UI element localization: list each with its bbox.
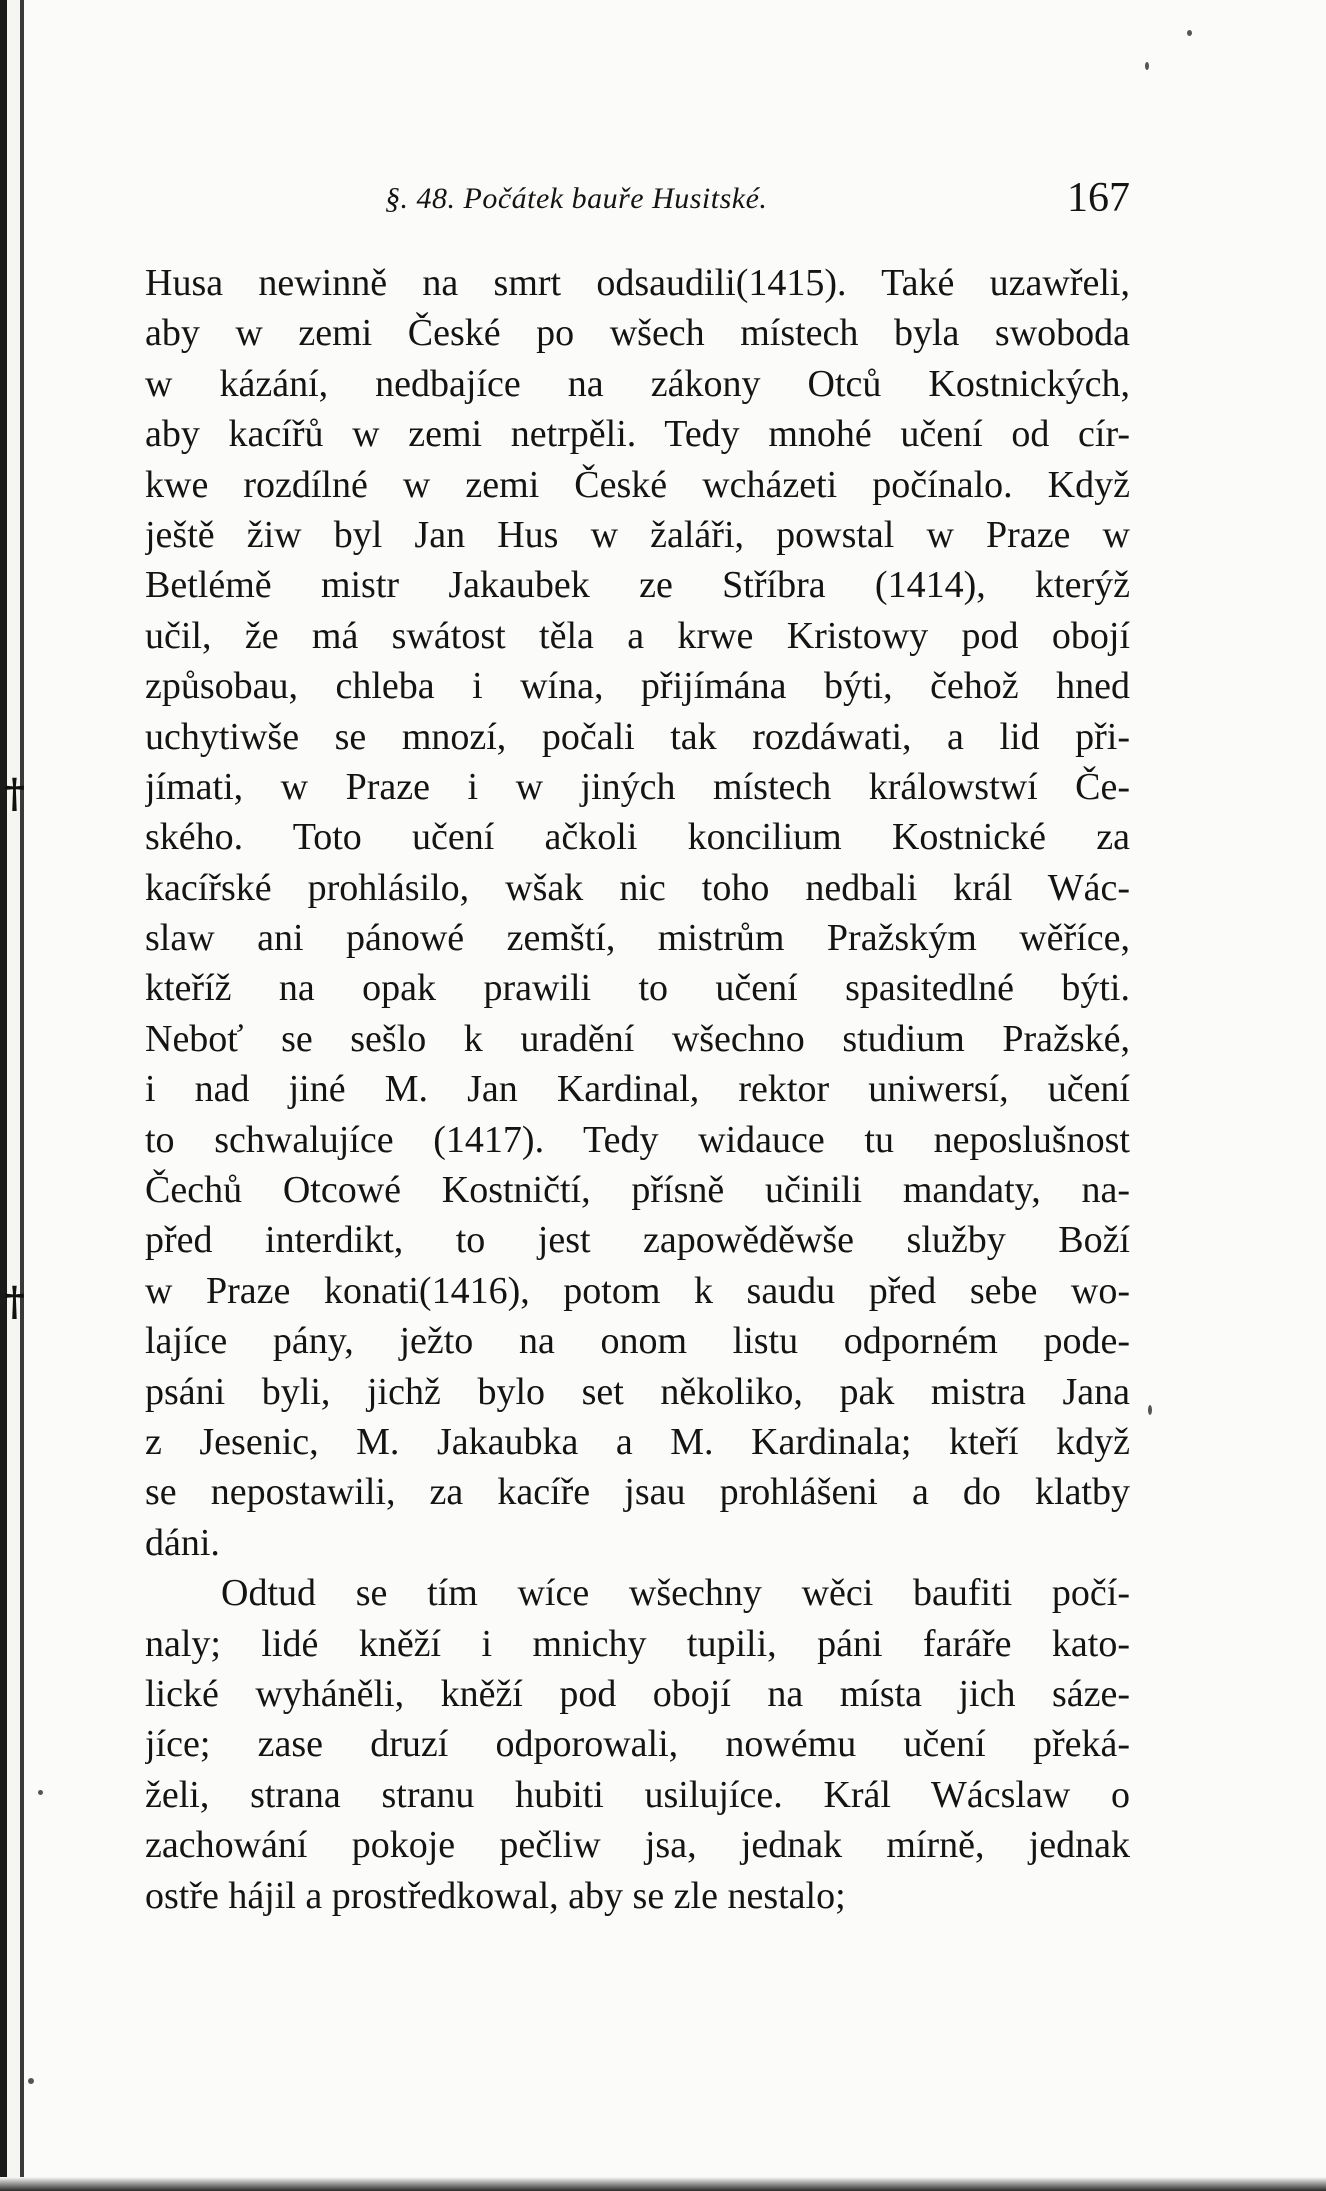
- scan-bottom-edge: [0, 2177, 1326, 2191]
- text-line: učil, že má swátost těla a krwe Kristowy pod obojí: [145, 614, 1130, 657]
- text-line: ostře hájil a prostředkowal, aby se zle nestalo;: [145, 1874, 846, 1917]
- dust-speck: [38, 1790, 43, 1795]
- dust-speck: [1187, 30, 1192, 36]
- text-line: slaw ani pánowé zemští, mistrům Pražským wěříce,: [145, 917, 1130, 960]
- dust-speck: [1145, 62, 1149, 70]
- text-line: lajíce pány, ježto na onom listu odporném pode-: [145, 1320, 1130, 1363]
- text-line: ského. Toto učení ačkoli koncilium Kostnické za: [145, 816, 1130, 859]
- text-line: kteříž na opak prawili to učení spasitedlné býti.: [145, 967, 1130, 1010]
- text-line: Husa newinně na smrt odsaudili(1415). Také uzawřeli,: [145, 262, 1130, 304]
- text-line: kacířské prohlásilo, wšak nic toho nedbali král Wác-: [145, 866, 1130, 909]
- text-line: uchytiwše se mnozí, počali tak rozdáwati, a lid při-: [145, 715, 1130, 758]
- text-line: se nepostawili, za kacíře jsau prohlášeni a do klatby: [145, 1471, 1130, 1514]
- binding-edge: [0, 0, 26, 2191]
- text-line: w kázání, nedbajíce na zákony Otců Kostnických,: [145, 362, 1130, 405]
- text-line: aby kacířů w zemi netrpěli. Tedy mnohé učení od cír-: [145, 413, 1130, 456]
- text-line: dáni.: [145, 1521, 220, 1564]
- body-text: [145, 258, 1130, 1921]
- text-line: psáni byli, jichž bylo set několiko, pak mistra Jana: [145, 1370, 1130, 1413]
- section-title: §. 48. Počátek bauře Husitské.: [385, 182, 768, 215]
- page-number: 167: [1067, 175, 1130, 221]
- text-line: lické wyháněli, kněží pod obojí na místa jich sáze-: [145, 1672, 1130, 1715]
- text-line: Čechů Otcowé Kostničtí, přísně učinili mandaty, na-: [145, 1169, 1130, 1212]
- text-line: ještě žiw byl Jan Hus w žaláři, powstal w Praze w: [145, 513, 1130, 556]
- text-line: želi, strana stranu hubiti usilujíce. Král Wácslaw o: [145, 1773, 1130, 1816]
- text-line: to schwalujíce (1417). Tedy widauce tu neposlušnost: [145, 1118, 1130, 1161]
- dust-speck: [28, 2078, 34, 2084]
- text-line: aby w zemi České po wšech místech byla swoboda: [145, 312, 1130, 355]
- text-line: před interdikt, to jest zapowěděwše služby Boží: [145, 1219, 1130, 1262]
- text-line: Neboť se sešlo k uradění wšechno studium Pražské,: [145, 1017, 1130, 1060]
- margin-mark: †: [4, 770, 25, 817]
- text-line: zachowání pokoje pečliw jsa, jednak mírně, jednak: [145, 1824, 1130, 1867]
- text-line: naly; lidé kněží i mnichy tupili, páni faráře kato-: [145, 1622, 1130, 1665]
- text-line: w Praze konati(1416), potom k saudu před sebe wo-: [145, 1269, 1130, 1312]
- text-line: Betlémě mistr Jakaubek ze Stříbra (1414), kterýž: [145, 564, 1130, 607]
- text-line: jímati, w Praze i w jiných místech králowstwí Če-: [145, 765, 1130, 808]
- text-line: i nad jiné M. Jan Kardinal, rektor uniwersí, učení: [145, 1068, 1130, 1111]
- dust-speck: [1148, 1405, 1152, 1415]
- text-line: jíce; zase druzí odporowali, nowému učení překá-: [145, 1723, 1130, 1766]
- running-header: [145, 170, 1130, 240]
- text-line: Odtud se tím wíce wšechny wěci baufiti počí-: [221, 1572, 1130, 1615]
- text-line: z Jesenic, M. Jakaubka a M. Kardinala; kteří když: [145, 1420, 1130, 1463]
- text-line: kwe rozdílné w zemi České wcházeti počínalo. Když: [145, 463, 1130, 506]
- text-line: způsobau, chleba i wína, přijímána býti, čehož hned: [145, 665, 1130, 708]
- margin-mark: †: [4, 1278, 25, 1325]
